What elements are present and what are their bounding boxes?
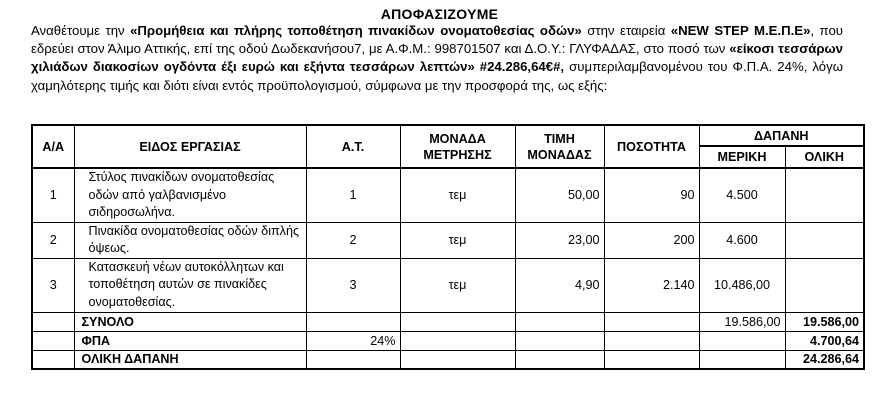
row-partial: 4.600: [699, 222, 785, 258]
vat-empty-cell: [515, 331, 604, 350]
sum-empty-cell: [306, 312, 400, 331]
decision-paragraph: [31, 22, 843, 95]
para-text-1: Αναθέτουμε την: [31, 23, 131, 38]
col-header-qty: ΠΟΣΟΤΗΤΑ: [604, 125, 699, 168]
vat-empty-cell: [604, 331, 699, 350]
row-at: 1: [306, 168, 400, 222]
col-header-aa: Α/Α: [32, 125, 74, 168]
row-total: [785, 258, 864, 312]
grand-empty-cell: [515, 350, 604, 369]
grand-total-row: [32, 350, 864, 369]
para-text-4: συμπεριλαμβανομένου του Φ.Π.Α. 24%, λόγω χαμηλότερης τιμής και διότι είναι εντός προϋπολογισμού, σύμφωνα με την προσφορά της, ως εξής:: [31, 59, 843, 93]
vat-empty-cell: [32, 331, 74, 350]
table-row: [32, 168, 864, 222]
vat-label: ΦΠΑ: [74, 331, 306, 350]
para-text-3: , που εδρεύει στον Άλιμο Αττικής, επί της οδού Δωδεκανήσου7, με Α.Φ.Μ.: 998701507 και Δ.Ο.Υ.: ΓΛΥΦΑΔΑΣ, στο ποσό των: [31, 23, 843, 57]
row-at: 3: [306, 258, 400, 312]
sum-row: [32, 312, 864, 331]
grand-empty-cell: [699, 350, 785, 369]
vat-row: [32, 331, 864, 350]
row-item: Κατασκευή νέων αυτοκόλλητων και τοποθέτηση αυτών σε πινακίδες ονοματοθεσίας.: [74, 258, 306, 312]
row-aa: 3: [32, 258, 74, 312]
row-unit: τεμ: [400, 222, 515, 258]
sum-partial: 19.586,00: [699, 312, 785, 331]
vat-empty-cell: [699, 331, 785, 350]
cost-table: [31, 124, 865, 370]
para-bold-project: «Προμήθεια και πλήρης τοποθέτηση πινακίδων ονοματοθεσίας οδών»: [130, 23, 582, 38]
para-bold-company: «NEW STEP Μ.Ε.Π.Ε»: [670, 23, 811, 38]
col-header-partial: ΜΕΡΙΚΗ: [699, 146, 785, 168]
sum-empty-cell: [32, 312, 74, 331]
row-at: 2: [306, 222, 400, 258]
grand-empty-cell: [306, 350, 400, 369]
col-header-unit: ΜΟΝΑΔΑ ΜΕΤΡΗΣΗΣ: [400, 125, 515, 168]
row-partial: 4.500: [699, 168, 785, 222]
table-header-row: [32, 125, 864, 146]
row-price: 23,00: [515, 222, 604, 258]
row-unit: τεμ: [400, 258, 515, 312]
grand-empty-cell: [400, 350, 515, 369]
col-header-price: ΤΙΜΗ ΜΟΝΑΔΑΣ: [515, 125, 604, 168]
grand-empty-cell: [604, 350, 699, 369]
grand-empty-cell: [32, 350, 74, 369]
row-aa: 1: [32, 168, 74, 222]
row-qty: 200: [604, 222, 699, 258]
sum-total: 19.586,00: [785, 312, 864, 331]
sum-empty-cell: [515, 312, 604, 331]
row-aa: 2: [32, 222, 74, 258]
col-header-at: Α.Τ.: [306, 125, 400, 168]
row-item: Πινακίδα ονοματοθεσίας οδών διπλής όψεως.: [74, 222, 306, 258]
table-row: [32, 222, 864, 258]
row-item: Στύλος πινακίδων ονοματοθεσίας οδών από γαλβανισμένο σιδηροσωλήνα.: [74, 168, 306, 222]
row-qty: 2.140: [604, 258, 699, 312]
sum-empty-cell: [604, 312, 699, 331]
col-header-total: ΟΛΙΚΗ: [785, 146, 864, 168]
sum-label: ΣΥΝΟΛΟ: [74, 312, 306, 331]
vat-rate: 24%: [306, 331, 400, 350]
row-partial: 10.486,00: [699, 258, 785, 312]
vat-empty-cell: [400, 331, 515, 350]
row-price: 50,00: [515, 168, 604, 222]
decision-heading: ΑΠΟΦΑΣΙΖΟΥΜΕ: [380, 6, 499, 22]
col-header-cost: ΔΑΠΑΝΗ: [699, 125, 864, 146]
para-bold-amount: «είκοσι τεσσάρων χιλιάδων διακοσίων ογδόντα έξι ευρώ και εξήντα τεσσάρων λεπτών» #24.286,64€#,: [31, 41, 843, 75]
row-total: [785, 168, 864, 222]
col-header-item: ΕΙΔΟΣ ΕΡΓΑΣΙΑΣ: [74, 125, 306, 168]
para-text-2: στην εταιρεία: [581, 23, 671, 38]
grand-total-value: 24.286,64: [785, 350, 864, 369]
row-unit: τεμ: [400, 168, 515, 222]
vat-total: 4.700,64: [785, 331, 864, 350]
grand-total-label: ΟΛΙΚΗ ΔΑΠΑΝΗ: [74, 350, 306, 369]
row-price: 4,90: [515, 258, 604, 312]
row-qty: 90: [604, 168, 699, 222]
row-total: [785, 222, 864, 258]
sum-empty-cell: [400, 312, 515, 331]
table-row: [32, 258, 864, 312]
